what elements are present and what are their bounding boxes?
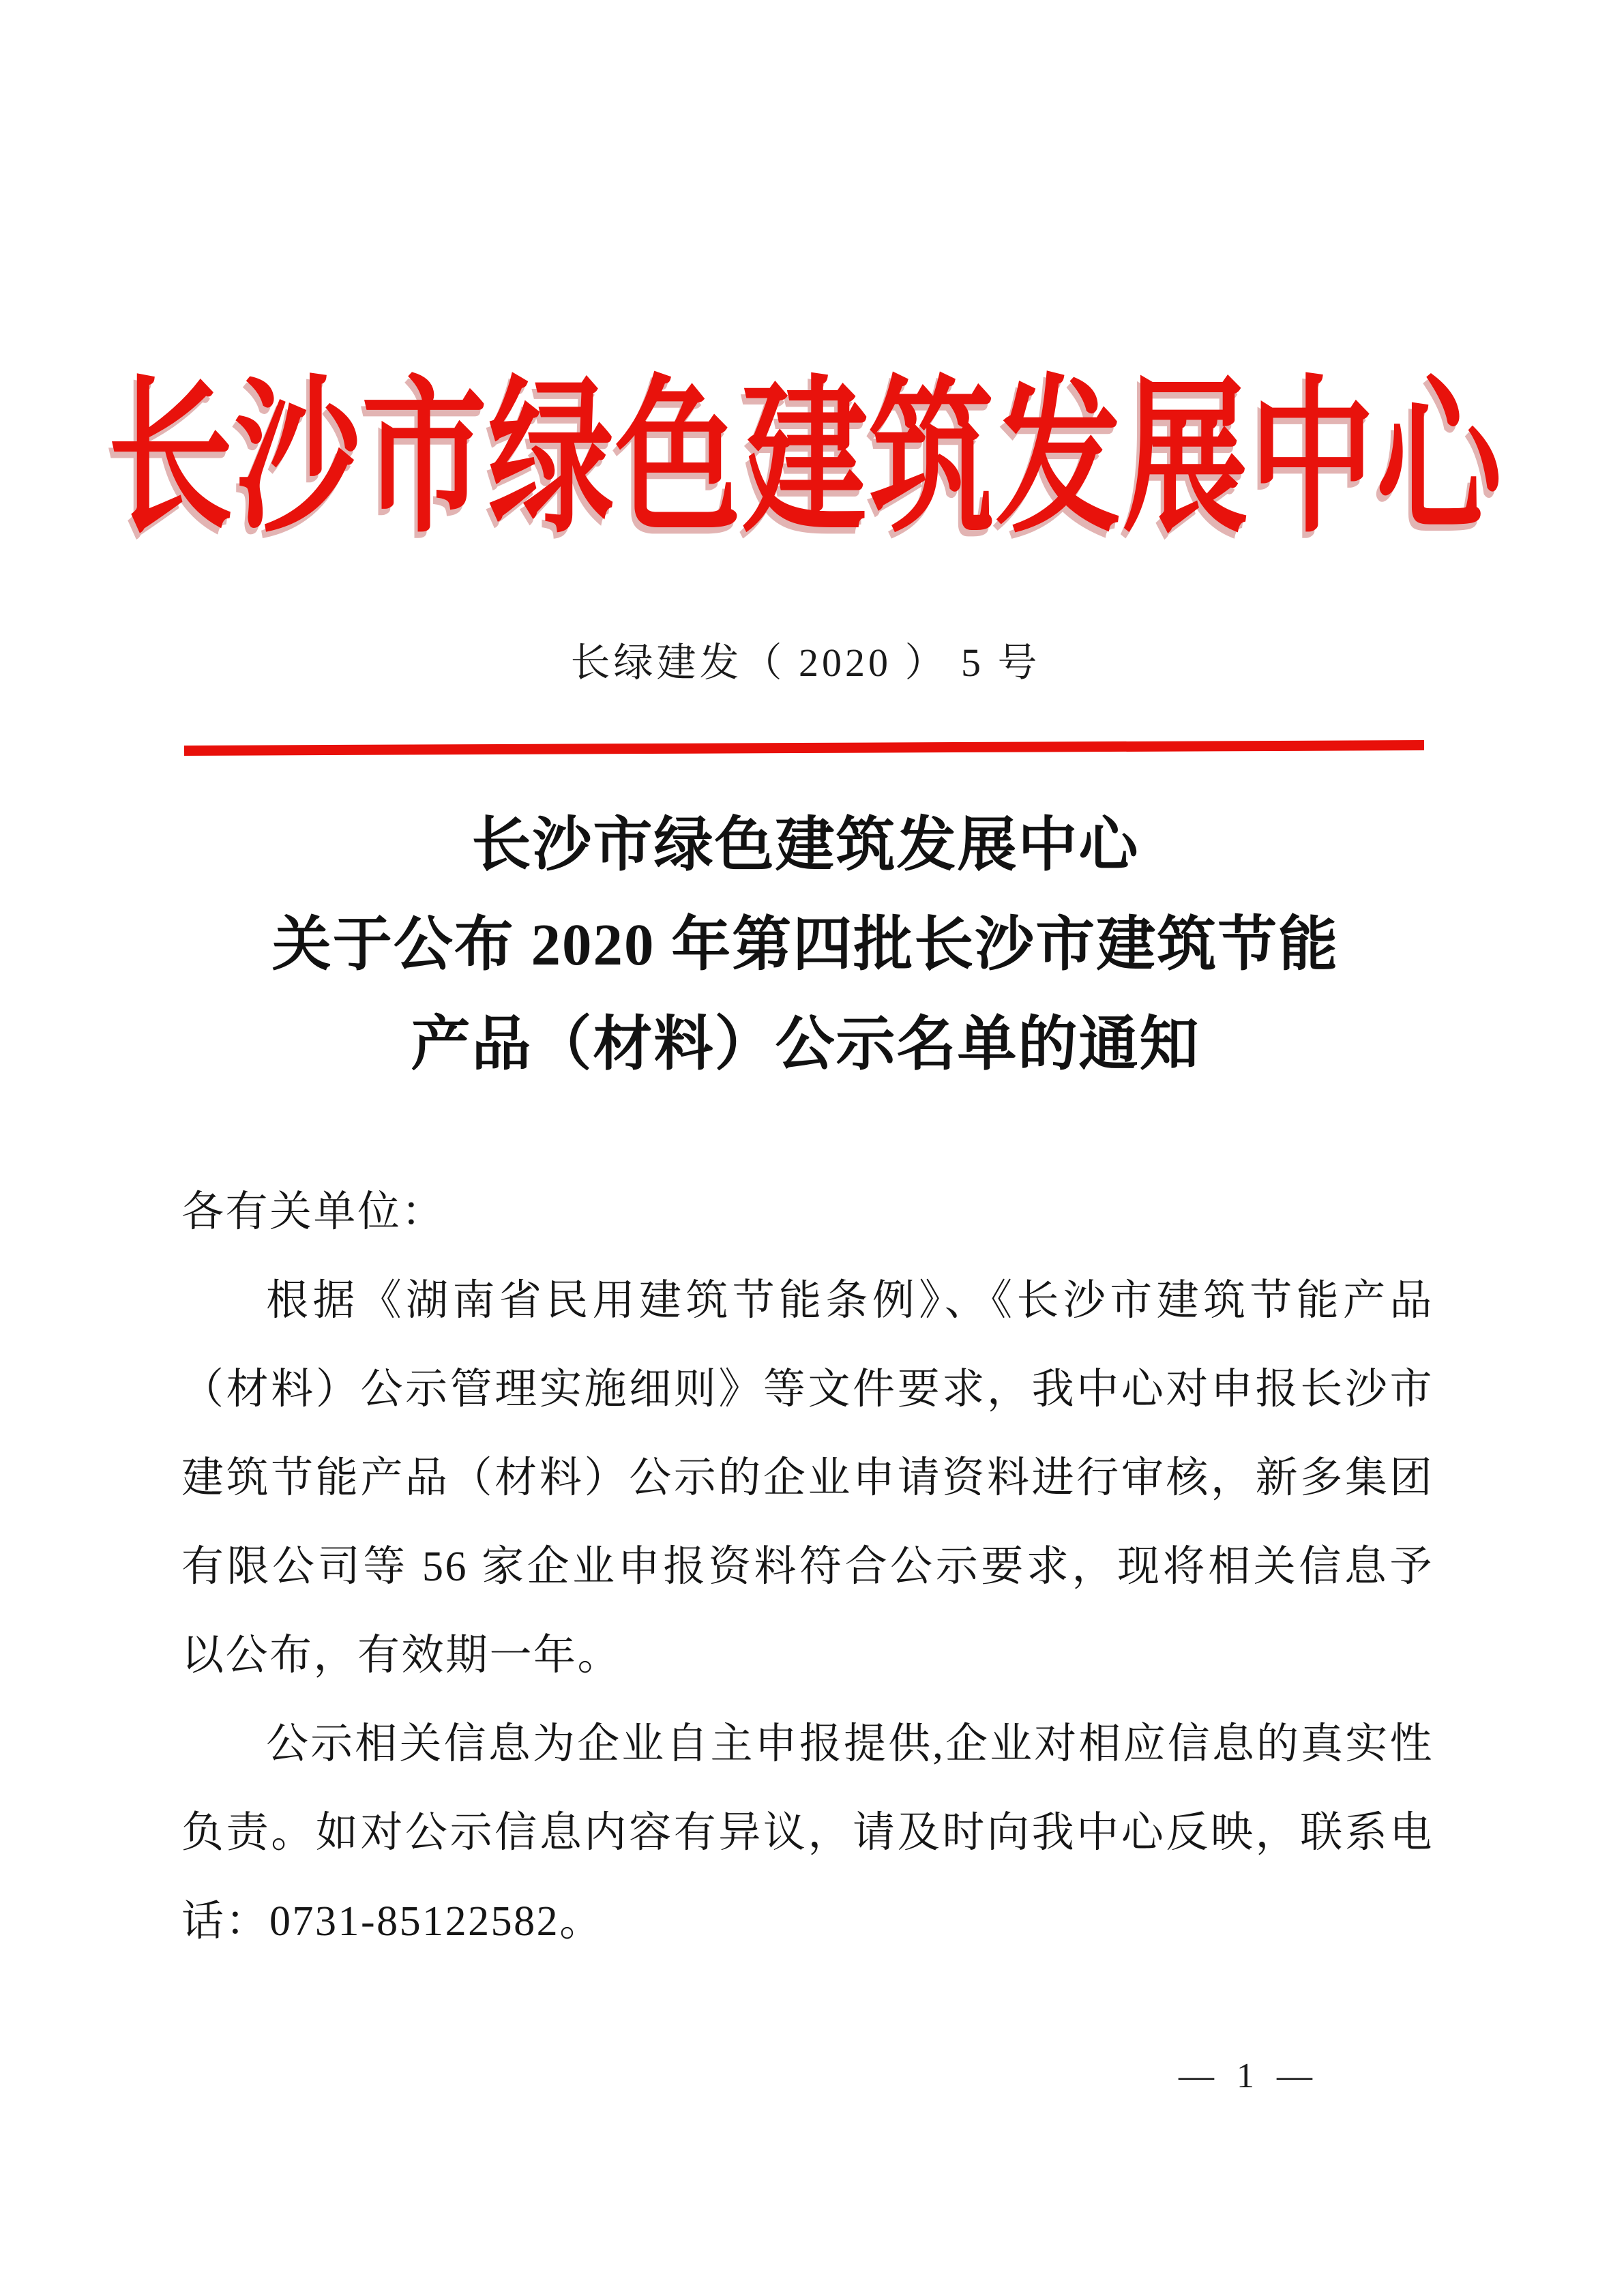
body-paragraph-1: 根据《湖南省民用建筑节能条例》、《长沙市建筑节能产品（材料）公示管理实施细则》等文件要求，我中心对申报长沙市建筑节能产品（材料）公示的企业申请资料进行审核，新多集团有限公司等 56 家企业申报资料符合公示要求，现将相关信息予以公布，有效期一年。 <box>181 1278 1434 1679</box>
salutation: 各有关单位： <box>181 1189 446 1235</box>
notice-title-line-1: 长沙市绿色建筑发展中心 <box>471 812 1140 878</box>
letterhead-agency-title: 长沙市绿色建筑发展中心 <box>107 366 1503 553</box>
body-paragraph-2: 公示相关信息为企业自主申报提供,企业对相应信息的真实性负责。如对公示信息内容有异议，请及时向我中心反映，联系电话：0731-85122582。 <box>181 1721 1434 1945</box>
notice-title <box>0 795 1611 1094</box>
notice-title-line-2: 关于公布 2020 年第四批长沙市建筑节能 <box>271 911 1340 977</box>
document-number: 长绿建发（ 2020 ） 5 号 <box>570 641 1041 685</box>
notice-body <box>181 1168 1434 1966</box>
letterhead-red-divider <box>184 740 1424 756</box>
notice-title-line-3: 产品（材料）公示名单的通知 <box>411 1011 1200 1077</box>
page-number: — 1 — <box>1179 2057 1319 2095</box>
